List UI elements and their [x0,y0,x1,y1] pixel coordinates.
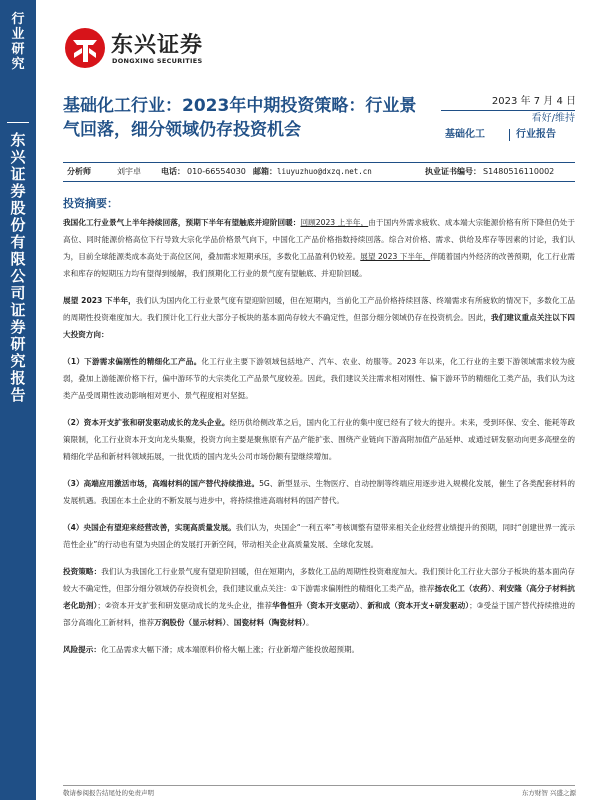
report-body [63,214,575,668]
analyst-phone: 010-66554030 [187,167,246,176]
company-label-char: 告 [10,386,26,404]
paragraph-direction-3 [63,475,575,509]
company-label-char: 份 [10,216,26,234]
paragraph-strategy [63,563,575,631]
company-label-char: 报 [10,369,26,387]
paragraph-lead: 投资策略： [63,567,102,576]
analyst-email: liuyuzhuo@dxzq.net.cn [277,167,372,176]
paragraph-text: 、 [359,601,368,610]
email-label: 邮箱： [253,167,277,176]
paragraph-direction-4 [63,519,575,553]
section-label-char: 行 [11,12,25,27]
footer-slogan: 东方财智 兴盛之源 [521,789,576,797]
paragraph-direction-1 [63,353,575,404]
company-label-char: 究 [10,352,26,370]
paragraph-overview [63,214,575,282]
paragraph-text: 我们认为国内化工行业景气度有望迎阶回暖，但在短期内，当前化工产品价格持续回落、终端需求有所疲软的情况下，多数化工品的周期性投资难度加大。我们预计化工行业大部分子板块的基本面尚存较大不确定性，但部分细分领域仍存在投资机会。因此， [63,296,576,322]
paragraph-lead: （3）高端应用激活市场，高端材料的国产替代持续推进。 [63,479,260,488]
paragraph-text: 。 [306,618,314,627]
disclaimer-note: 敬请参阅报告结尾处的免责声明 [63,789,154,797]
company-label-char: 股 [10,199,26,217]
tag-divider [509,129,510,141]
paragraph-text: 5G、新型显示、生物医疗、自动控制等终端应用逐步进入规模化发展，催生了各类配套材料的发展机遇。我国在本土企业的不断发展与进步中，将持续推进高端材料的国产替代。 [63,479,575,505]
paragraph-text: 化工品需求大幅下滑；成本端原料价格大幅上涨；行业新增产能投放超预期。 [100,645,360,654]
license-number: S1480516110002 [483,167,555,176]
rating-label: 看好/维持 [441,110,575,126]
analyst-name: 刘宇卓 [117,167,141,176]
recommended-stock: 扬农化工（农药） [434,584,492,593]
footer-divider [63,785,575,786]
paragraph-text: 我们认为我国化工行业景气度有望迎阶回暖，但在短期内，多数化工品的周期性投资难度加大。我们预计化工行业大部分子板块的基本面尚存较大不确定性，但部分细分领域仍存投资机会，我们建议重点关注：①下游需求偏刚性的精细化工类产品，推荐 [63,567,575,593]
report-tags [441,127,575,143]
paragraph-text: ；②资本开支扩张和研发驱动成长的龙头企业，推荐 [97,601,272,610]
paragraph-lead: （2）资本开支扩张和研发驱动成长的龙头企业。 [63,418,230,427]
paragraph-underline: 回顾2023 上半年， [300,218,369,227]
company-label-char: 证 [10,301,26,319]
industry-tag: 基础化工 [445,129,485,140]
paragraph-text: 我们认为，央国企“一利五率”考核调整有望带来相关企业经营业绩提升的预期，同时“创建世界一流示范性企业”的行动也有望为央国企的发展打开新空间，带动相关企业高质量发展、全球化发展。 [63,523,575,549]
paragraph-lead: （1）下游需求偏刚性的精细化工产品。 [63,357,202,366]
company-label-char: 券 [10,182,26,200]
logo-emblem-icon [63,26,107,70]
paragraph-text: 、 [491,584,500,593]
company-label-char: 券 [10,318,26,336]
sidebar-divider [7,122,29,123]
company-label [8,132,28,404]
paragraph-lead: 展望 2023 下半年， [63,296,136,305]
recommended-stock: 万润股份（显示材料） [154,618,227,627]
paragraph-emphasis: 我们建议重点关注以下四大投资方向： [63,313,576,339]
company-label-char: 公 [10,267,26,285]
paragraph-text: 经历供给侧改革之后，国内化工行业的集中度已经有了较大的提升。未来，受到环保、安全、能耗等政策限制，化工行业资本开支向龙头集聚，投资方向主要是聚焦原有产品产能扩张、围绕产业链向下游高附加值产品延伸、或通过研发驱动向更多高壁垒的精细化学品和新材料领域拓展，一批优质的国内龙头公司市场份额有望继续增加。 [63,418,575,461]
company-label-char: 兴 [10,148,26,166]
company-label-char: 东 [10,131,26,149]
logo-chinese-name: 东兴证券 [111,33,204,58]
analyst-label: 分析师 [67,167,91,176]
paragraph-text: 、 [226,618,234,627]
company-label-char: 证 [10,165,26,183]
phone-label: 电话： [161,167,185,176]
section-label-char: 究 [11,57,25,72]
logo-english-name: DONGXING SECURITIES [112,57,203,65]
license-label: 执业证书编号： [425,167,481,176]
paragraph-risk [63,641,575,658]
paragraph-outlook [63,292,575,343]
report-date: 2023 年 7 月 4 日 [491,96,576,107]
report-type-tag: 行业报告 [516,129,556,140]
report-title: 基础化工行业：2023年中期投资策略：行业景气回落，细分领域仍存投资机会 [63,96,417,140]
company-label-char: 司 [10,284,26,302]
company-label-char: 研 [10,335,26,353]
recommended-stock: 新和成（资本开支+研发驱动） [367,601,470,610]
recommended-stock: 华鲁恒升（资本开支驱动） [271,601,360,610]
paragraph-text: 由于国内外需求疲软、成本端大宗能源价格有所下降但仍处于高位、同时能源价格高位下行导致大宗化学品价格景气向下，中国化工产品价格指数持续回落。综合对价格、需求、供给及库存等因素的讨论，我们认为，目前全球能源类成本高处于高位区间，叠加需求短期承压，多数化工品盈利仍较差。 [63,218,576,261]
section-label-char: 业 [11,27,25,42]
company-label-char: 限 [10,250,26,268]
section-label-char: 研 [11,42,25,57]
recommended-stock: 利安隆（高分子材料抗老化助剂） [63,584,576,610]
analyst-bar [63,162,575,182]
paragraph-lead: 我国化工行业景气上半年持续回落，预期下半年有望触底并迎阶回暖： [63,218,301,227]
section-label [10,12,26,72]
paragraph-lead: 风险提示： [63,645,101,654]
sidebar [0,0,36,800]
paragraph-text: ；③受益于国产替代持续推进的部分高端化工新材料，推荐 [63,601,576,627]
company-logo [63,26,223,72]
paragraph-underline: 展望 2023 下半年， [360,252,431,261]
company-label-char: 有 [10,233,26,251]
paragraph-text: 伴随着国内外经济的改善预期，化工行业需求和库存的短期压力均有望得到缓解，我们预期化工行业的景气度有望触底、并迎阶回暖。 [63,252,576,278]
paragraph-direction-2 [63,414,575,465]
paragraph-text: 化工行业主要下游领域包括地产、汽车、农业、纺服等。2023 年以来，化工行业的主要下游领域需求较为疲弱，叠加上游能源价格下行，偏中游环节的大宗类化工产品景气度较差。因此，我们建议关注需求相对刚性、偏下游环节的精细化工类产品，我们认为这类产品受周期性波动影响相对更小、景气程度相对坚挺。 [63,357,575,400]
summary-heading: 投资摘要： [63,197,118,210]
paragraph-lead: （4）央国企有望迎来经营改善，实现高质量发展。 [63,523,236,532]
recommended-stock: 国瓷材料（陶瓷材料） [233,618,306,627]
